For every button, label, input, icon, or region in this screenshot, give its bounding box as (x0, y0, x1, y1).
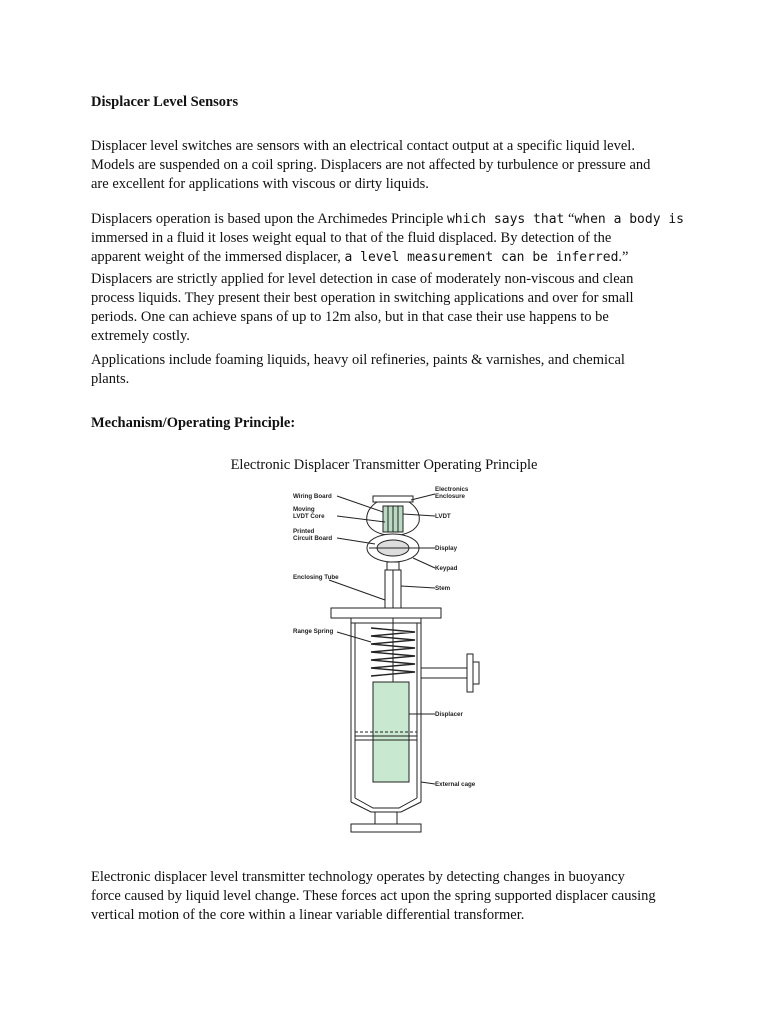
text-line: Models are suspended on a coil spring. Displacers are not affected by turbulence or pressure and (91, 157, 651, 173)
text-run: which says that (446, 212, 565, 227)
text-run: “ (564, 211, 575, 227)
text-line (91, 210, 691, 229)
side-nozzle (421, 668, 467, 678)
text-run: .” (618, 249, 629, 265)
text-line: Displacers are strictly applied for level detection in case of moderately non-viscous and clean (91, 271, 634, 287)
section-heading: Mechanism/Operating Principle: (91, 415, 296, 431)
label-circuit-board: Circuit Board (293, 535, 333, 542)
label-lvdt-core: LVDT Core (293, 513, 325, 520)
paragraph-intro (91, 137, 691, 194)
label-stem: Stem (435, 585, 451, 592)
paragraph-archimedes (91, 210, 691, 267)
enclosure-cap (373, 496, 413, 502)
bottom-flange (351, 824, 421, 832)
text-line: force caused by liquid level change. These forces act upon the spring supported displacer causing (91, 888, 656, 904)
figure-caption: Electronic Displacer Transmitter Operating Principle (230, 457, 538, 473)
label-moving: Moving (293, 506, 315, 513)
label-external-cage: External cage (435, 781, 476, 788)
paragraph-applications (91, 351, 691, 389)
label-electronics: Electronics (435, 486, 469, 493)
text-line: immersed in a fluid it loses weight equal to that of the fluid displaced. By detection of the (91, 230, 612, 246)
page-title: Displacer Level Sensors (91, 94, 239, 110)
label-wiring-board: Wiring Board (293, 493, 332, 500)
paragraph-applications-scope (91, 270, 691, 346)
text-run: a level measurement can be inferred (344, 250, 619, 265)
text-line: process liquids. They present their best operation in switching applications and over for small (91, 290, 634, 306)
text-line: extremely costly. (91, 328, 190, 344)
label-range-spring: Range Spring (293, 628, 334, 635)
text-line: Applications include foaming liquids, heavy oil refineries, paints & varnishes, and chemical (91, 352, 625, 368)
text-line (91, 248, 691, 267)
text-run: Displacers operation is based upon the Archimedes Principle (91, 211, 447, 227)
top-flange (331, 608, 441, 618)
text-line: Electronic displacer level transmitter technology operates by detecting changes in buoyancy (91, 869, 625, 885)
label-keypad: Keypad (435, 565, 458, 572)
label-displacer: Displacer (435, 711, 463, 718)
label-lvdt: LVDT (435, 513, 451, 520)
label-enclosing-tube: Enclosing Tube (293, 574, 339, 581)
text-line: vertical motion of the core within a linear variable differential transformer. (91, 907, 525, 923)
text-line: are excellent for applications with viscous or dirty liquids. (91, 176, 429, 192)
displacer-transmitter-diagram (285, 482, 495, 838)
text-line: periods. One can achieve spans of up to 12m also, but in that case their use happens to be (91, 309, 609, 325)
text-line: plants. (91, 371, 130, 387)
text-run: when a body is (574, 212, 685, 227)
text-line: Displacer level switches are sensors with an electrical contact output at a specific liquid level. (91, 138, 635, 154)
paragraph-electronic-transmitter (91, 868, 691, 925)
label-display: Display (435, 545, 458, 552)
label-enclosure: Enclosure (435, 493, 465, 500)
text-run: apparent weight of the immersed displacer, (91, 249, 345, 265)
label-printed: Printed (293, 528, 315, 535)
